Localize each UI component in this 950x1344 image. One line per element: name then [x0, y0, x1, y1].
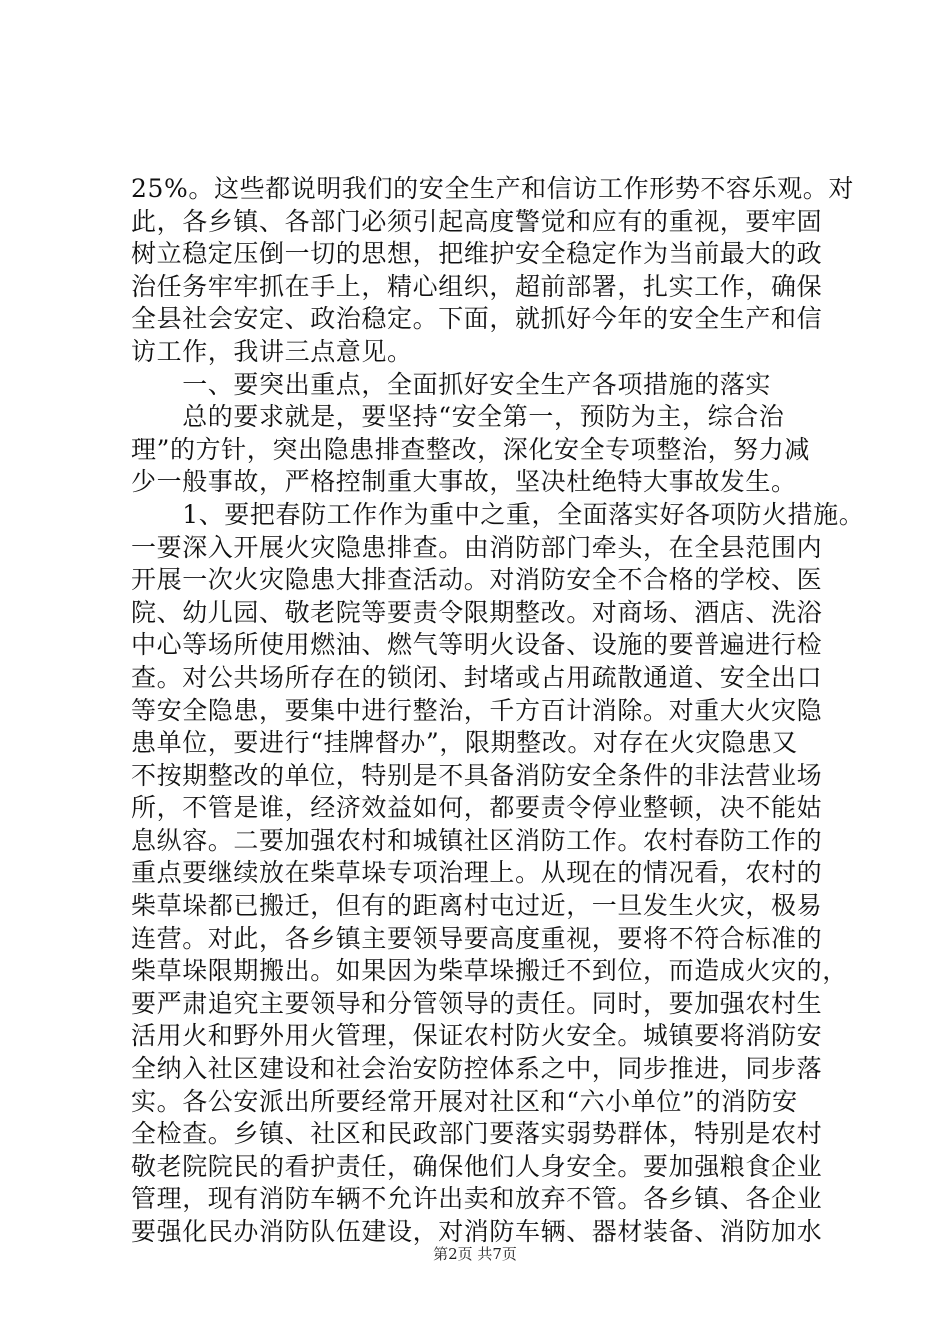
text-line: 理”的方针，突出隐患排查整改，深化安全专项整治，努力减 — [131, 434, 810, 464]
text-line: 连营。对此，各乡镇主要领导要高度重视，要将不符合标准的 — [131, 923, 823, 953]
text-line: 开展一次火灾隐患大排查活动。对消防安全不合格的学校、医 — [131, 565, 823, 595]
text-line: 访工作，我讲三点意见。 — [131, 336, 413, 366]
text-line: 要强化民办消防队伍建设，对消防车辆、器材装备、消防加水 — [131, 1217, 823, 1246]
text-line: 等安全隐患，要集中进行整治，千方百计消除。对重大火灾隐 — [131, 695, 823, 725]
text-line: 1、要把春防工作作为重中之重，全面落实好各项防火措施。 — [131, 499, 865, 529]
text-line: 柴草垛限期搬出。如果因为柴草垛搬迁不到位，而造成火灾的， — [131, 956, 848, 986]
text-line: 一要深入开展火灾隐患排查。由消防部门牵头，在全县范围内 — [131, 532, 823, 562]
text-line: 实。各公安派出所要经常开展对社区和“六小单位”的消防安 — [131, 1086, 798, 1116]
text-line: 树立稳定压倒一切的思想，把维护安全稳定作为当前最大的政 — [131, 239, 823, 269]
text-line: 息纵容。二要加强农村和城镇社区消防工作。农村春防工作的 — [131, 825, 823, 855]
document-body — [131, 173, 865, 1249]
text-line: 所，不管是谁，经济效益如何，都要责令停业整顿，决不能姑 — [131, 793, 823, 823]
text-line: 全纳入社区建设和社会治安防控体系之中，同步推进，同步落 — [131, 1054, 823, 1084]
text-line: 全检查。乡镇、社区和民政部门要落实弱势群体，特别是农村 — [131, 1119, 823, 1149]
text-line: 活用火和野外用火管理，保证农村防火安全。城镇要将消防安 — [131, 1021, 823, 1051]
section-heading: 一、要突出重点，全面抓好安全生产各项措施的落实 — [131, 369, 772, 399]
text-line: 中心等场所使用燃油、燃气等明火设备、设施的要普遍进行检 — [131, 630, 823, 660]
text-line: 院、幼儿园、敬老院等要责令限期整改。对商场、酒店、洗浴 — [131, 597, 823, 627]
text-line: 管理，现有消防车辆不允许出卖和放弃不管。各乡镇、各企业 — [131, 1184, 823, 1214]
text-line: 此，各乡镇、各部门必须引起高度警觉和应有的重视，要牢固 — [131, 206, 823, 236]
text-line: 查。对公共场所存在的锁闭、封堵或占用疏散通道、安全出口 — [131, 662, 823, 692]
text-line: 不按期整改的单位，特别是不具备消防安全条件的非法营业场 — [131, 760, 823, 790]
text-line: 患单位，要进行“挂牌督办”，限期整改。对存在火灾隐患又 — [131, 728, 798, 758]
text-line: 重点要继续放在柴草垛专项治理上。从现在的情况看，农村的 — [131, 858, 823, 888]
text-line: 要严肃追究主要领导和分管领导的责任。同时，要加强农村生 — [131, 988, 823, 1018]
text-line: 柴草垛都已搬迁，但有的距离村屯过近，一旦发生火灾，极易 — [131, 891, 823, 921]
page-number-footer: 第2页 共7页 — [433, 1245, 517, 1263]
text-line: 敬老院院民的看护责任，确保他们人身安全。要加强粮食企业 — [131, 1151, 823, 1181]
text-line: 治任务牢牢抓在手上，精心组织，超前部署，扎实工作，确保 — [131, 271, 823, 301]
text-line: 少一般事故，严格控制重大事故，坚决杜绝特大事故发生。 — [131, 467, 797, 497]
text-line: 总的要求就是，要坚持“安全第一，预防为主，综合治 — [131, 402, 785, 432]
text-line: 全县社会安定、政治稳定。下面，就抓好今年的安全生产和信 — [131, 304, 823, 334]
text-line: 25%。这些都说明我们的安全生产和信访工作形势不容乐观。对 — [131, 174, 854, 203]
